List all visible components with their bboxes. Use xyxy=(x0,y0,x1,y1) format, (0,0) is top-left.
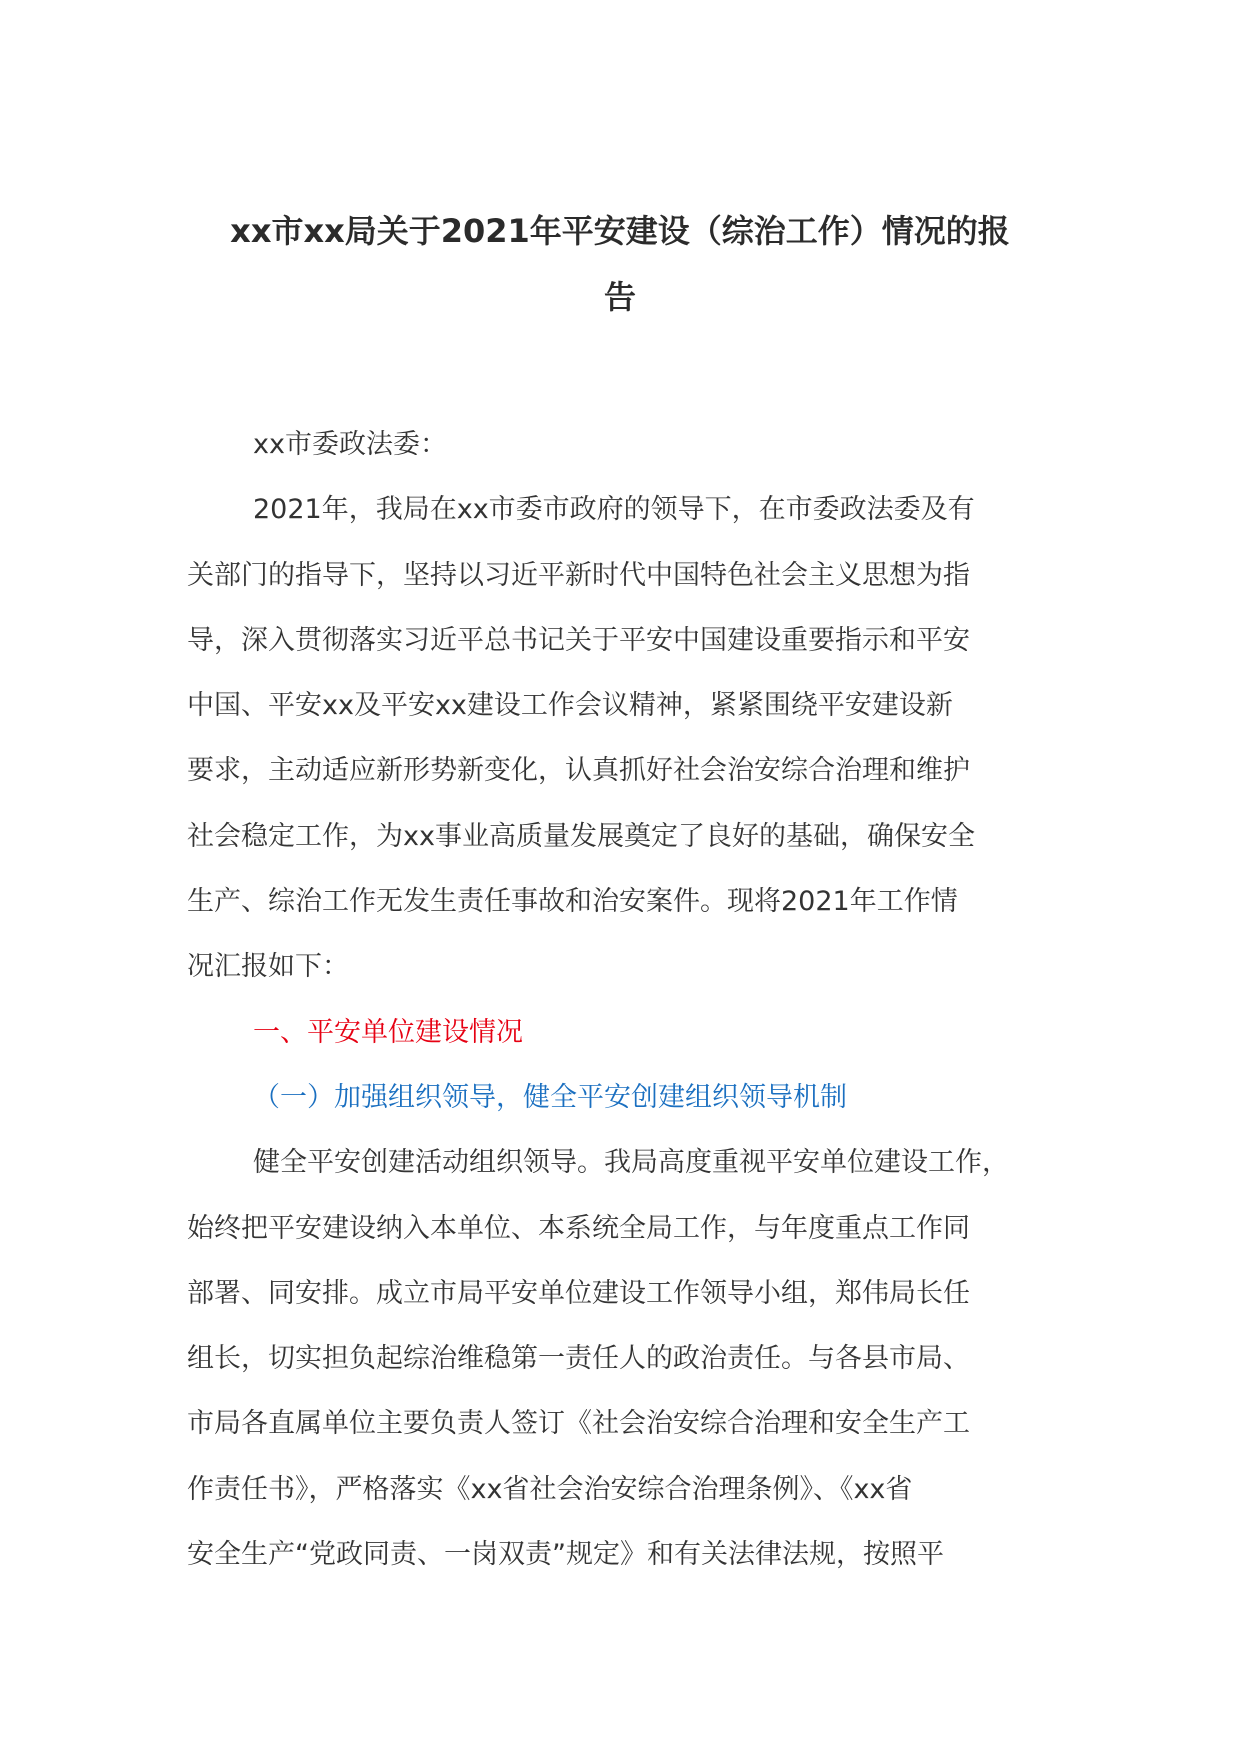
paragraph1-line-4: 中国、平安xx及平安xx建设工作会议精神，紧紧围绕平安建设新 xyxy=(187,690,953,722)
paragraph2-line-5: 市局各直属单位主要负责人签订《社会治安综合治理和安全生产工 xyxy=(187,1408,970,1440)
subsection-heading-1: （一）加强组织领导，健全平安创建组织领导机制 xyxy=(253,1081,847,1113)
paragraph2-line-4: 组长，切实担负起综治维稳第一责任人的政治责任。与各县市局、 xyxy=(187,1343,970,1375)
paragraph1-line-3: 导，深入贯彻落实习近平总书记关于平安中国建设重要指示和平安 xyxy=(187,624,970,656)
title-line-2: 告 xyxy=(603,278,636,316)
paragraph1-line-1: 2021年，我局在xx市委市政府的领导下，在市委政法委及有 xyxy=(253,494,975,526)
paragraph2-line-2: 始终把平安建设纳入本单位、本系统全局工作，与年度重点工作同 xyxy=(187,1212,970,1244)
paragraph1-line-6: 社会稳定工作，为xx事业高质量发展奠定了良好的基础，确保安全 xyxy=(187,820,975,852)
salutation: xx市委政法委： xyxy=(253,429,447,460)
section-heading-1: 一、平安单位建设情况 xyxy=(253,1016,523,1048)
paragraph1-line-5: 要求，主动适应新形势新变化，认真抓好社会治安综合治理和维护 xyxy=(187,755,970,787)
paragraph1-line-2: 关部门的指导下，坚持以习近平新时代中国特色社会主义思想为指 xyxy=(187,559,970,591)
paragraph2-line-1: 健全平安创建活动组织领导。我局高度重视平安单位建设工作， xyxy=(253,1147,1009,1179)
document-title xyxy=(180,198,1060,330)
paragraph1-line-7: 生产、综治工作无发生责任事故和治安案件。现将2021年工作情 xyxy=(187,886,958,918)
paragraph2-line-6: 作责任书》，严格落实《xx省社会治安综合治理条例》、《xx省 xyxy=(187,1473,913,1505)
paragraph1-line-8: 况汇报如下： xyxy=(187,951,349,983)
paragraph2-line-3: 部署、同安排。成立市局平安单位建设工作领导小组，郑伟局长任 xyxy=(187,1277,970,1309)
title-line-1: xx市xx局关于2021年平安建设（综治工作）情况的报 xyxy=(230,212,1010,250)
paragraph2-line-7: 安全生产“党政同责、一岗双责”规定》和有关法律法规，按照平 xyxy=(187,1539,944,1571)
document-body xyxy=(187,412,1067,1587)
